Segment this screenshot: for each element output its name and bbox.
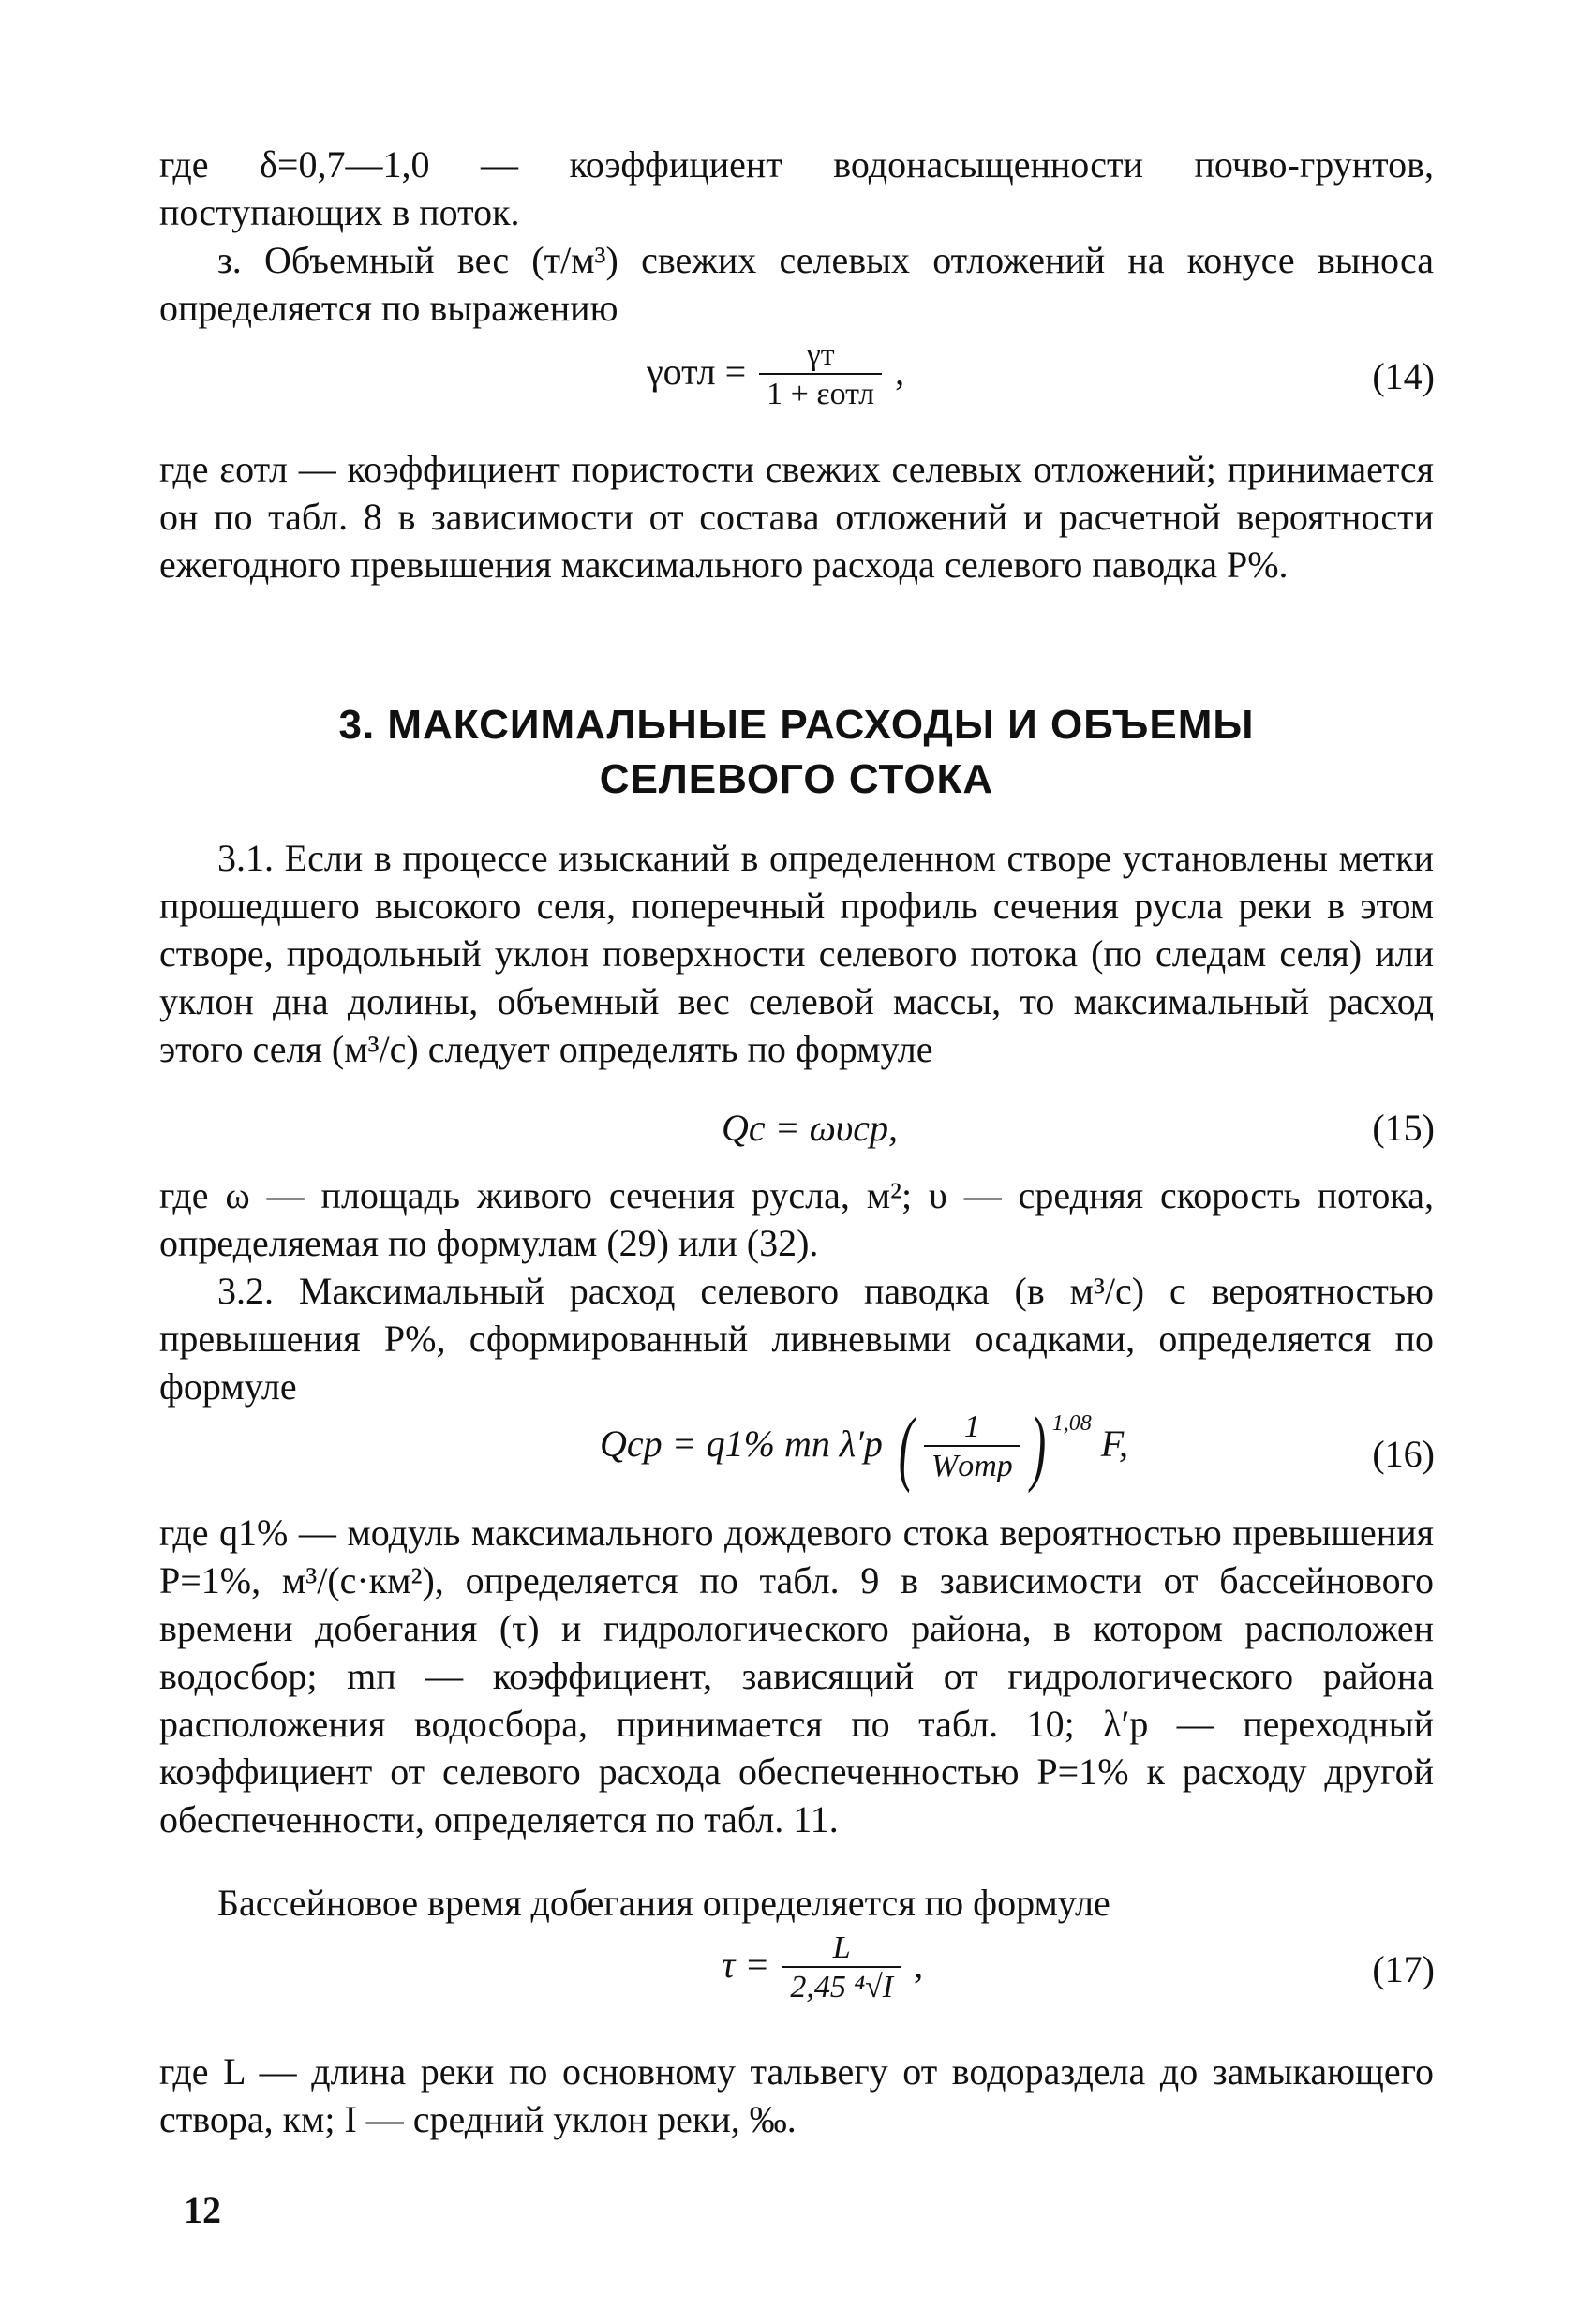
formula-14 (647, 337, 904, 414)
formula-16 (600, 1401, 1129, 1494)
section-heading-line-2: СЕЛЕВОГО СТОКА (599, 756, 994, 802)
formula-14-fraction (759, 337, 882, 414)
section-heading (159, 698, 1434, 807)
paragraph-3-1: 3.1. Если в процессе изысканий в определенном створе установлены метки прошедшего высокого селя, поперечный профиль сечения русла реки в этом створе, продольный уклон поверхности селевого потока (по следам селя) или уклон дна долины, объемный вес селевой массы, то максимальный расход этого селя (м³/с) следует определять по формуле (159, 837, 1434, 1070)
formula-17-lhs: τ = (722, 1944, 770, 1987)
equation-number-15: (15) (1372, 1107, 1435, 1149)
formula-14-numerator: γт (806, 337, 835, 372)
right-paren: ) (1030, 1401, 1047, 1494)
formula-16-lhs: Qср = q1% mп λ′p (600, 1423, 883, 1466)
formula-14-tail: , (895, 350, 905, 394)
formula-17-tail: , (914, 1944, 924, 1987)
formula-15: Qc = ωυср, (722, 1107, 898, 1149)
paragraph-porosity: где εотл — коэффициент пористости свежих селевых отложений; принимается он по табл. 8 в зависимости от состава отложений и расчетной вероятности ежегодного превышения максимального расхода селевого паводка P%. (159, 448, 1434, 586)
page-number: 12 (184, 2189, 221, 2231)
paragraph-q-module: где q1% — модуль максимального дождевого стока вероятностью превышения P=1%, м³/(с·км²), определяется по табл. 9 в зависимости от бассейнового времени добегания (τ) и гидрологического района, в котором расположен водосбор; mп — коэффициент, зависящий от гидрологического района расположения водосбора, принимается по табл. 10; λ′p — переходный коэффициент от селевого расхода обеспеченностью P=1% к расходу другой обеспеченности, определяется по табл. 11. (159, 1512, 1434, 1840)
paragraph-delta-coefficient: где δ=0,7—1,0 — коэффициент водонасыщенности почво-грунтов, поступающих в поток. (159, 143, 1434, 233)
equation-number-14: (14) (1372, 355, 1435, 397)
formula-16-denominator: Wотр (924, 1445, 1020, 1486)
formula-17-fraction (782, 1930, 901, 2007)
paragraph-volume-weight: з. Объемный вес (т/м³) свежих селевых отложений на конусе выноса определяется по выражению (159, 239, 1434, 329)
formula-16-numerator: 1 (963, 1409, 980, 1444)
formula-16-exponent: 1,08 (1051, 1411, 1092, 1437)
left-paren: ( (898, 1401, 915, 1494)
formula-17 (722, 1930, 923, 2007)
formula-16-tail: F, (1100, 1423, 1129, 1466)
formula-14-denominator: 1 + εотл (759, 373, 882, 414)
paragraph-omega: где ω — площадь живого сечения русла, м²; υ — средняя скорость потока, определяемая по формулам (29) или (32). (159, 1174, 1434, 1264)
section-heading-line-1: 3. МАКСИМАЛЬНЫЕ РАСХОДЫ И ОБЪЕМЫ (338, 702, 1255, 748)
paragraph-basin-time: Бассейновое время добегания определяется по формуле (217, 1882, 1110, 1924)
formula-16-fraction (924, 1409, 1020, 1486)
formula-17-numerator: L (832, 1930, 851, 1965)
formula-14-lhs: γотл = (647, 350, 747, 394)
formula-17-denominator: 2,45 ⁴√I (782, 1966, 901, 2007)
equation-number-16: (16) (1372, 1433, 1435, 1475)
equation-number-17: (17) (1372, 1948, 1435, 1990)
paragraph-length-definition: где L — длина реки по основному тальвегу от водораздела до замыкающего створа, км; I — средний уклон реки, ‰. (159, 2050, 1434, 2140)
paragraph-3-2: 3.2. Максимальный расход селевого паводка (в м³/с) с вероятностью превышения P%, сформированный ливневыми осадками, определяется по формуле (159, 1270, 1434, 1408)
